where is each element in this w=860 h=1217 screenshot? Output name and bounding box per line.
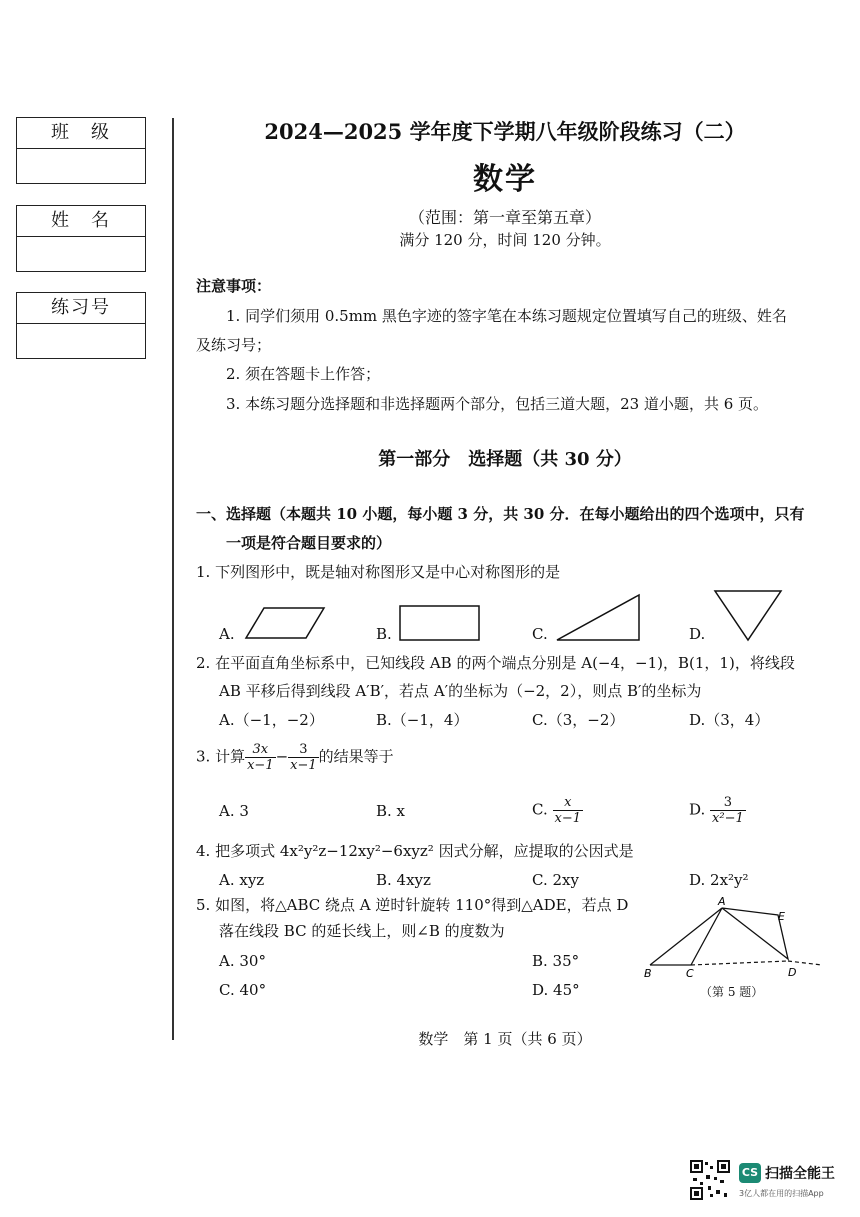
part1-title: 第一部分 选择题（共 30 分）: [378, 449, 632, 470]
id-label: 练习号: [17, 293, 145, 324]
exam-title: 2024—2025 学年度下学期八年级阶段练习（二）: [264, 119, 746, 144]
id-box: [16, 292, 146, 359]
q3-option-c: C. $\frac{x}{x-1}$: [532, 795, 581, 826]
note-1-cont: 及练习号；: [196, 336, 272, 354]
q3-stem: [196, 742, 394, 773]
info-text: 满分 120 分，时间 120 分钟。: [399, 231, 611, 249]
qr-code: [690, 1160, 730, 1200]
q1-parallelogram: [244, 605, 328, 641]
label-b: B: [644, 967, 652, 980]
note-2: 2. 须在答题卡上作答；: [226, 365, 381, 383]
q1-rectangle: [398, 604, 482, 642]
q1-option-c: C.: [532, 625, 548, 643]
id-blank: [17, 324, 145, 358]
class-label: 班 级: [17, 118, 145, 149]
q5-line1: 5. 如图，将△ABC 绕点 A 逆时针旋转 110°得到△ADE，若点 D: [196, 896, 629, 914]
q3-option-d: D. $\frac{3}{\text{x²−1}}$: [689, 795, 744, 826]
q2-option-a: A.（−1，−2）: [219, 711, 324, 729]
name-label: 姓 名: [17, 206, 145, 237]
note-1: 1. 同学们须用 0.5mm 黑色字迹的签字笔在本练习题规定位置填写自己的班级、姓名: [226, 307, 787, 325]
label-e: E: [778, 910, 785, 923]
q5-figure: [638, 893, 828, 981]
q4-option-d: D. 2x²y²: [689, 871, 749, 889]
label-a: A: [718, 895, 726, 908]
section-heading-2: 一项是符合题目要求的）: [226, 534, 392, 552]
page-footer: 数学 第 1 页（共 6 页）: [418, 1030, 592, 1048]
q3-prefix: 3. 计算: [196, 747, 246, 766]
subject-title: 数学: [473, 162, 537, 197]
label-d: D: [788, 966, 797, 979]
q5-option-c: C. 40°: [219, 981, 267, 999]
q2-line1: 2. 在平面直角坐标系中，已知线段 AB 的两个端点分别是 A(−4，−1)，B(1，1)，将线段: [196, 654, 795, 672]
brand-tagline: 3亿人都在用的扫描App: [739, 1189, 824, 1198]
class-box: [16, 117, 146, 184]
q3-minus: −: [275, 747, 289, 766]
cs-logo: CS: [739, 1163, 761, 1183]
name-blank: [17, 237, 145, 271]
q1-right-triangle: [555, 592, 645, 644]
q1-stem: 1. 下列图形中，既是轴对称图形又是中心对称图形的是: [196, 563, 561, 581]
q3-frac2: $\frac{3}{x-1}$: [290, 742, 317, 773]
q2-option-b: B.（−1，4）: [376, 711, 469, 729]
q1-option-b: B.: [376, 625, 392, 643]
q2-option-d: D.（3，4）: [689, 711, 770, 729]
note-3: 3. 本练习题分选择题和非选择题两个部分，包括三道大题，23 道小题，共 6 页。: [226, 395, 769, 413]
label-c: C: [686, 967, 694, 980]
q4-option-c: C. 2xy: [532, 871, 579, 889]
notes-heading: 注意事项：: [196, 277, 272, 295]
q3-frac1: $\frac{3x}{x-1}$: [247, 742, 274, 773]
name-box: [16, 205, 146, 272]
q3-option-a: A. 3: [219, 802, 249, 820]
q5-option-d: D. 45°: [532, 981, 580, 999]
q3-option-b: B. x: [376, 802, 406, 820]
q5-caption: （第 5 题）: [700, 985, 764, 999]
q2-option-c: C.（3，−2）: [532, 711, 625, 729]
class-blank: [17, 149, 145, 183]
q1-inverted-triangle: [712, 588, 784, 644]
q1-option-a: A.: [219, 625, 235, 643]
q5-option-a: A. 30°: [219, 952, 266, 970]
scope-text: （范围：第一章至第五章）: [408, 208, 601, 227]
q4-option-b: B. 4xyz: [376, 871, 431, 889]
q1-option-d: D.: [689, 625, 706, 643]
binding-line: [172, 118, 174, 1040]
q4-option-a: A. xyz: [219, 871, 265, 889]
q2-line2: AB 平移后得到线段 A′B′，若点 A′的坐标为（−2，2），则点 B′的坐标为: [219, 682, 702, 700]
section-heading: 一、选择题（本题共 10 小题，每小题 3 分，共 30 分．在每小题给出的四个选项中，只有: [196, 505, 805, 523]
q3-suffix: 的结果等于: [318, 747, 394, 766]
q4-stem: 4. 把多项式 4x²y²z−12xy²−6xyz² 因式分解，应提取的公因式是: [196, 842, 634, 860]
q5-option-b: B. 35°: [532, 952, 580, 970]
q5-line2: 落在线段 BC 的延长线上，则∠B 的度数为: [219, 922, 505, 940]
brand-name: 扫描全能王: [765, 1166, 835, 1182]
